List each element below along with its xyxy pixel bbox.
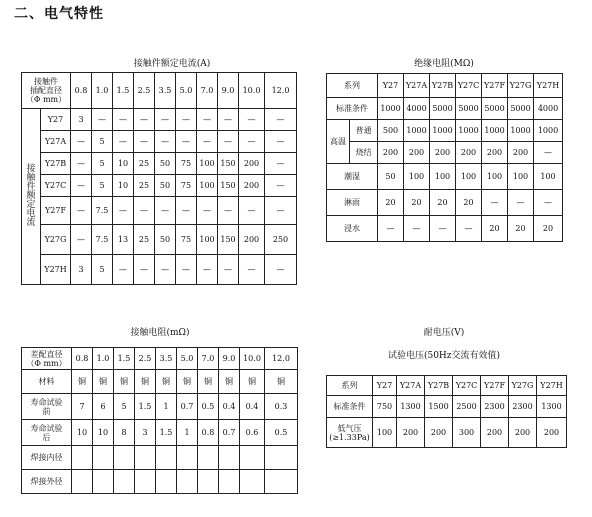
value-cell: 1000 <box>534 120 563 142</box>
value-cell: — <box>176 131 197 153</box>
voltage-table-subtitle: 试验电压(50Hz交流有效值) <box>387 351 501 361</box>
value-cell <box>114 446 135 470</box>
value-cell: 5000 <box>456 98 482 120</box>
value-cell: 50 <box>155 225 176 255</box>
value-cell: 250 <box>265 225 297 255</box>
value-cell: 铜 <box>93 370 114 394</box>
value-cell: — <box>265 255 297 285</box>
value-cell: 1 <box>156 394 177 420</box>
value-cell: 1000 <box>378 98 404 120</box>
table-row <box>22 394 298 420</box>
value-cell: 1000 <box>430 120 456 142</box>
diameter-header: 0.8 <box>72 348 93 370</box>
model-header: Y27A <box>404 74 430 98</box>
side-label <box>22 109 41 285</box>
value-cell: 150 <box>218 175 239 197</box>
value-cell: 75 <box>176 225 197 255</box>
value-cell: — <box>265 175 297 197</box>
value-cell: 150 <box>218 225 239 255</box>
value-cell: — <box>534 142 563 164</box>
row-label-line: 寿命试验 <box>30 397 63 407</box>
value-cell: — <box>197 255 218 285</box>
value-cell <box>240 446 265 470</box>
value-cell: 铜 <box>114 370 135 394</box>
row-label <box>22 394 72 420</box>
value-cell: 20 <box>482 216 508 242</box>
value-cell: — <box>113 109 134 131</box>
table-row <box>327 74 563 98</box>
model-header: Y27F <box>481 376 509 396</box>
model-label: Y27G <box>41 225 71 255</box>
diameter-header: 9.0 <box>219 348 240 370</box>
value-cell: 1 <box>177 420 198 446</box>
model-header: Y27 <box>378 74 404 98</box>
value-cell: 20 <box>430 190 456 216</box>
value-cell <box>72 446 93 470</box>
value-cell: 200 <box>239 153 265 175</box>
model-label: Y27C <box>41 175 71 197</box>
table-row <box>327 216 563 242</box>
table-row <box>22 420 298 446</box>
value-cell: — <box>176 197 197 225</box>
corner-header-line: 接触件 <box>34 77 58 86</box>
model-header: Y27A <box>397 376 425 396</box>
table-row <box>22 225 297 255</box>
value-cell: 0.4 <box>240 394 265 420</box>
table-row <box>327 418 567 448</box>
row-sublabel: 烧结 <box>350 142 378 164</box>
row-label-line: 标准条件 <box>333 402 366 411</box>
value-cell: — <box>92 109 113 131</box>
value-cell: — <box>155 109 176 131</box>
value-cell: 5 <box>114 394 135 420</box>
diameter-header: 2.5 <box>135 348 156 370</box>
model-label: Y27H <box>41 255 71 285</box>
model-label: Y27 <box>41 109 71 131</box>
value-cell: 铜 <box>177 370 198 394</box>
value-cell: 2500 <box>453 396 481 418</box>
value-cell: — <box>113 255 134 285</box>
value-cell: 200 <box>537 418 567 448</box>
diameter-header: 2.5 <box>134 73 155 109</box>
value-cell <box>93 470 114 494</box>
row-label-line: 焊接内径 <box>30 453 63 462</box>
value-cell: — <box>534 190 563 216</box>
diameter-header: 12.0 <box>265 348 298 370</box>
model-header: Y27H <box>537 376 567 396</box>
table-row <box>22 255 297 285</box>
value-cell: 100 <box>534 164 563 190</box>
value-cell <box>240 470 265 494</box>
value-cell: 100 <box>404 164 430 190</box>
value-cell: — <box>155 131 176 153</box>
value-cell: — <box>404 216 430 242</box>
value-cell: — <box>197 197 218 225</box>
value-cell: 1000 <box>508 120 534 142</box>
voltage-table-title: 耐电压(V) <box>423 328 465 338</box>
value-cell: 200 <box>509 418 537 448</box>
high-temp-label: 高温 <box>327 120 350 164</box>
row-label: 淋雨 <box>327 190 378 216</box>
value-cell: 100 <box>430 164 456 190</box>
diameter-header: 1.5 <box>114 348 135 370</box>
value-cell: 0.4 <box>219 394 240 420</box>
model-header: Y27B <box>425 376 453 396</box>
row-label-line: (≥1.33Pa) <box>329 432 370 442</box>
value-cell: 6 <box>93 394 114 420</box>
side-label-char: 件 <box>26 182 36 192</box>
model-header: Y27C <box>453 376 481 396</box>
value-cell: 3 <box>71 255 92 285</box>
value-cell: 10 <box>72 420 93 446</box>
row-label <box>22 446 72 470</box>
value-cell: 3 <box>71 109 92 131</box>
series-header: 系列 <box>327 74 378 98</box>
value-cell: 200 <box>425 418 453 448</box>
diameter-header: 7.0 <box>197 73 218 109</box>
table-row <box>327 98 563 120</box>
value-cell: 1000 <box>404 120 430 142</box>
value-cell: — <box>218 197 239 225</box>
value-cell: 200 <box>397 418 425 448</box>
value-cell: 10 <box>113 175 134 197</box>
insulation-table-title: 绝缘电阻(MΩ) <box>414 59 474 69</box>
value-cell: — <box>239 255 265 285</box>
value-cell: 5 <box>92 175 113 197</box>
value-cell: 5000 <box>482 98 508 120</box>
table-row <box>22 131 297 153</box>
diameter-header: 1.5 <box>113 73 134 109</box>
value-cell: 1.5 <box>135 394 156 420</box>
value-cell: 200 <box>239 225 265 255</box>
value-cell: 10 <box>113 153 134 175</box>
table-row <box>327 164 563 190</box>
contact-resistance-table <box>21 347 298 494</box>
model-label: Y27F <box>41 197 71 225</box>
value-cell: 10 <box>93 420 114 446</box>
table-row <box>22 446 298 470</box>
value-cell: 5 <box>92 255 113 285</box>
row-label <box>327 418 373 448</box>
value-cell: — <box>265 153 297 175</box>
value-cell: 100 <box>456 164 482 190</box>
row-label: 浸水 <box>327 216 378 242</box>
value-cell <box>265 470 298 494</box>
value-cell: — <box>265 109 297 131</box>
model-header: Y27F <box>482 74 508 98</box>
model-label: Y27A <box>41 131 71 153</box>
value-cell: 20 <box>404 190 430 216</box>
diameter-header: 5.0 <box>176 73 197 109</box>
value-cell: 3 <box>135 420 156 446</box>
value-cell: 1000 <box>456 120 482 142</box>
value-cell: 1300 <box>397 396 425 418</box>
value-cell: 300 <box>453 418 481 448</box>
row-label-line: 焊接外径 <box>30 477 63 486</box>
side-label-char: 流 <box>26 218 36 228</box>
value-cell <box>177 446 198 470</box>
value-cell: 200 <box>456 142 482 164</box>
series-header: 系列 <box>327 376 373 396</box>
value-cell: 1000 <box>482 120 508 142</box>
value-cell <box>156 470 177 494</box>
value-cell <box>198 470 219 494</box>
value-cell: — <box>239 109 265 131</box>
value-cell: 5 <box>92 131 113 153</box>
side-label-char: 接 <box>26 164 36 174</box>
value-cell: 200 <box>239 175 265 197</box>
table-row <box>22 470 298 494</box>
side-label-char: 额 <box>26 191 36 201</box>
row-label-line: 前 <box>42 406 51 416</box>
value-cell: — <box>508 190 534 216</box>
value-cell <box>156 446 177 470</box>
value-cell <box>198 446 219 470</box>
diameter-header: 10.0 <box>240 348 265 370</box>
value-cell: — <box>218 131 239 153</box>
value-cell: — <box>71 175 92 197</box>
value-cell: 100 <box>197 153 218 175</box>
side-label-char: 触 <box>26 173 36 183</box>
value-cell: 铜 <box>135 370 156 394</box>
row-label-line: 后 <box>42 432 51 442</box>
table-row <box>22 153 297 175</box>
value-cell: — <box>71 153 92 175</box>
value-cell: 200 <box>378 142 404 164</box>
value-cell <box>135 470 156 494</box>
table-row <box>327 190 563 216</box>
value-cell: 13 <box>113 225 134 255</box>
value-cell: 0.6 <box>240 420 265 446</box>
row-label-line: 寿命试验 <box>30 423 63 433</box>
value-cell <box>265 446 298 470</box>
value-cell: — <box>134 131 155 153</box>
value-cell: — <box>71 197 92 225</box>
value-cell: — <box>430 216 456 242</box>
value-cell: — <box>239 131 265 153</box>
value-cell <box>177 470 198 494</box>
withstand-voltage-table <box>326 375 567 448</box>
value-cell: — <box>265 197 297 225</box>
diameter-header: 3.5 <box>155 73 176 109</box>
value-cell: 75 <box>176 175 197 197</box>
diameter-row-label-line: 差配直径 <box>30 349 63 359</box>
value-cell: — <box>176 255 197 285</box>
value-cell: 150 <box>218 153 239 175</box>
table-row <box>22 109 297 131</box>
value-cell: 200 <box>508 142 534 164</box>
diameter-header: 7.0 <box>198 348 219 370</box>
row-label: 潮湿 <box>327 164 378 190</box>
table-row <box>327 120 563 142</box>
value-cell <box>219 470 240 494</box>
value-cell: 7.5 <box>92 225 113 255</box>
value-cell: — <box>155 197 176 225</box>
value-cell <box>135 446 156 470</box>
table-row <box>22 197 297 225</box>
value-cell: 500 <box>378 120 404 142</box>
model-header: Y27C <box>456 74 482 98</box>
side-label-char: 电 <box>26 209 36 219</box>
value-cell: 200 <box>482 142 508 164</box>
diameter-header: 9.0 <box>218 73 239 109</box>
value-cell: 5 <box>92 153 113 175</box>
value-cell: 20 <box>508 216 534 242</box>
value-cell: 0.7 <box>219 420 240 446</box>
value-cell: — <box>197 109 218 131</box>
value-cell: 50 <box>378 164 404 190</box>
value-cell: 7 <box>72 394 93 420</box>
diameter-header: 0.8 <box>71 73 92 109</box>
row-label-line: 材料 <box>38 377 55 386</box>
value-cell: 50 <box>155 153 176 175</box>
value-cell: — <box>265 131 297 153</box>
value-cell: 200 <box>404 142 430 164</box>
row-label <box>327 396 373 418</box>
value-cell: 5000 <box>508 98 534 120</box>
value-cell: 20 <box>456 190 482 216</box>
value-cell: 0.8 <box>198 420 219 446</box>
value-cell: 0.3 <box>265 394 298 420</box>
value-cell: — <box>456 216 482 242</box>
value-cell: 50 <box>155 175 176 197</box>
corner-header <box>22 73 71 109</box>
value-cell <box>72 470 93 494</box>
value-cell: 750 <box>373 396 397 418</box>
diameter-header: 1.0 <box>92 73 113 109</box>
table-row <box>22 73 297 109</box>
table-row <box>22 175 297 197</box>
model-header: Y27 <box>373 376 397 396</box>
value-cell <box>219 446 240 470</box>
value-cell: — <box>71 131 92 153</box>
table-row <box>22 370 298 394</box>
value-cell: 0.5 <box>198 394 219 420</box>
value-cell: — <box>71 225 92 255</box>
model-header: Y27B <box>430 74 456 98</box>
diameter-header: 3.5 <box>156 348 177 370</box>
diameter-header: 12.0 <box>265 73 297 109</box>
diameter-header: 10.0 <box>239 73 265 109</box>
insulation-resistance-table <box>326 73 563 242</box>
model-header: Y27H <box>534 74 563 98</box>
corner-header-line: 插配直径 <box>30 86 62 95</box>
value-cell: — <box>378 216 404 242</box>
row-sublabel: 普通 <box>350 120 378 142</box>
diameter-row-label <box>22 348 72 370</box>
diameter-row-label-line: （Φ mm） <box>26 358 67 368</box>
value-cell: 1500 <box>425 396 453 418</box>
value-cell: 8 <box>114 420 135 446</box>
section-heading: 二、电气特性 <box>14 6 104 22</box>
value-cell: 铜 <box>240 370 265 394</box>
table-row <box>22 348 298 370</box>
value-cell: 25 <box>134 175 155 197</box>
row-label <box>22 370 72 394</box>
value-cell: — <box>113 197 134 225</box>
value-cell: — <box>134 109 155 131</box>
value-cell <box>93 446 114 470</box>
value-cell: 20 <box>378 190 404 216</box>
table-row <box>327 142 563 164</box>
value-cell: — <box>218 109 239 131</box>
value-cell: 1.5 <box>156 420 177 446</box>
value-cell: 200 <box>430 142 456 164</box>
row-label: 标准条件 <box>327 98 378 120</box>
value-cell: 2300 <box>509 396 537 418</box>
value-cell: 4000 <box>404 98 430 120</box>
value-cell: — <box>134 197 155 225</box>
value-cell: 100 <box>197 225 218 255</box>
row-label-line: 低气压 <box>337 423 362 433</box>
contact-resistance-title: 接触电阻(mΩ) <box>130 328 190 338</box>
value-cell: — <box>197 131 218 153</box>
value-cell: 100 <box>508 164 534 190</box>
value-cell: 5000 <box>430 98 456 120</box>
diameter-header: 5.0 <box>177 348 198 370</box>
diameter-header: 1.0 <box>93 348 114 370</box>
model-header: Y27G <box>509 376 537 396</box>
value-cell: 0.7 <box>177 394 198 420</box>
value-cell: — <box>134 255 155 285</box>
value-cell: 100 <box>197 175 218 197</box>
value-cell: 200 <box>481 418 509 448</box>
value-cell: 铜 <box>219 370 240 394</box>
side-label-char: 定 <box>26 200 36 210</box>
corner-header-line: （Φ mm） <box>25 95 67 104</box>
table-row <box>327 396 567 418</box>
row-label <box>22 470 72 494</box>
rated-current-table <box>21 72 297 285</box>
value-cell: 20 <box>534 216 563 242</box>
table-row <box>327 376 567 396</box>
model-header: Y27G <box>508 74 534 98</box>
value-cell: 铜 <box>156 370 177 394</box>
value-cell: 铜 <box>198 370 219 394</box>
value-cell: — <box>113 131 134 153</box>
row-label <box>22 420 72 446</box>
value-cell: 铜 <box>72 370 93 394</box>
value-cell: 100 <box>373 418 397 448</box>
value-cell: — <box>176 109 197 131</box>
current-table-title: 接触件额定电流(A) <box>133 59 211 69</box>
value-cell: 25 <box>134 225 155 255</box>
model-label: Y27B <box>41 153 71 175</box>
value-cell: 100 <box>482 164 508 190</box>
value-cell: 铜 <box>265 370 298 394</box>
value-cell: — <box>482 190 508 216</box>
value-cell: — <box>155 255 176 285</box>
value-cell: 25 <box>134 153 155 175</box>
value-cell: 7.5 <box>92 197 113 225</box>
value-cell: 1300 <box>537 396 567 418</box>
value-cell: — <box>239 197 265 225</box>
value-cell: 0.5 <box>265 420 298 446</box>
value-cell: — <box>218 255 239 285</box>
value-cell: 4000 <box>534 98 563 120</box>
value-cell <box>114 470 135 494</box>
value-cell: 75 <box>176 153 197 175</box>
value-cell: 2300 <box>481 396 509 418</box>
